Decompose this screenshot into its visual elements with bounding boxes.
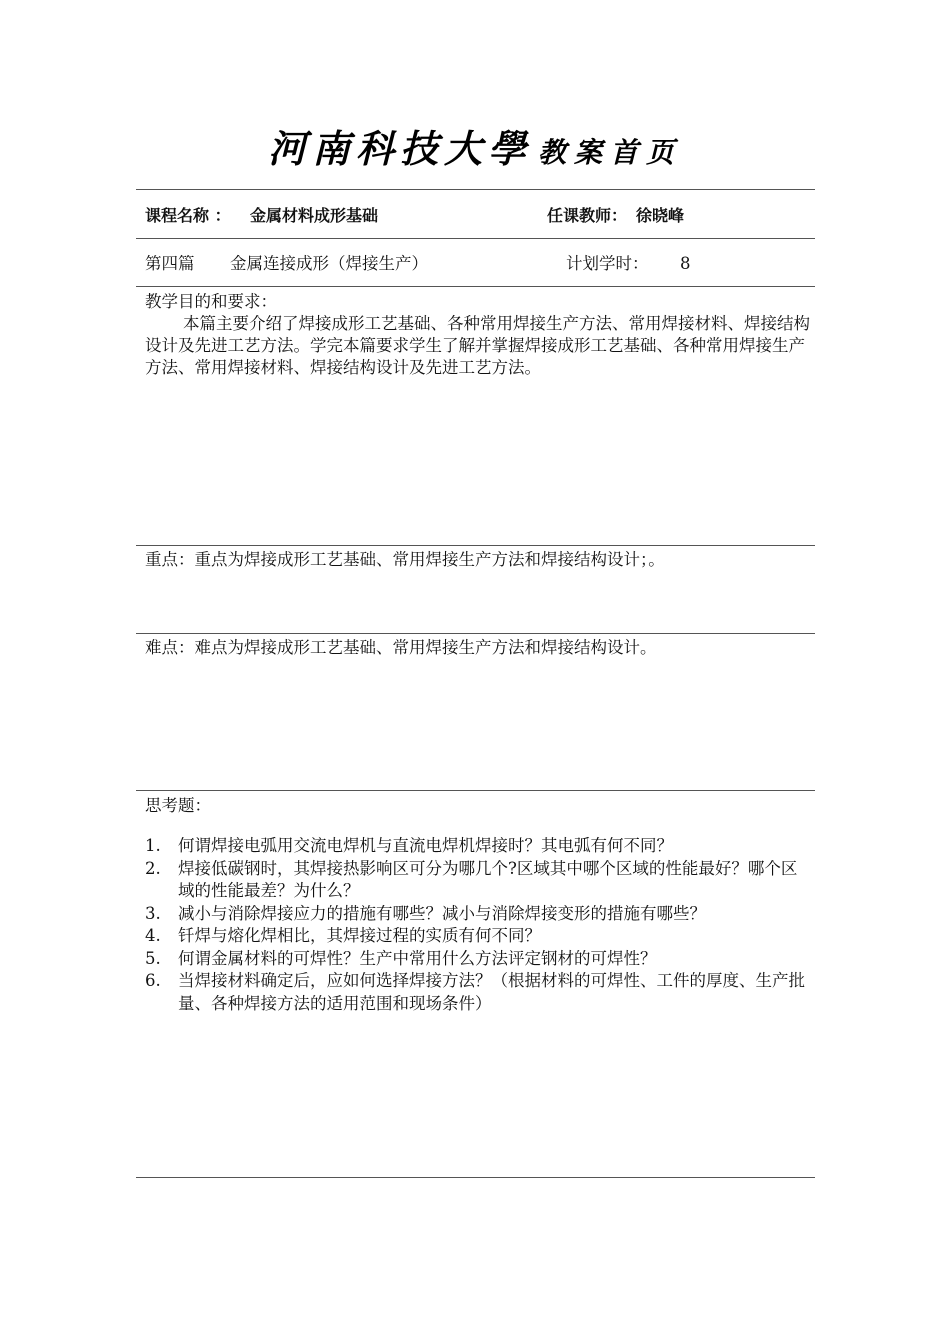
page-header-title	[0, 118, 950, 173]
planned-hours-label: 计划学时：	[566, 254, 649, 273]
divider-top	[136, 189, 815, 190]
divider-bottom	[136, 1177, 815, 1178]
objectives-label: 教学目的和要求：	[145, 292, 277, 311]
list-item	[145, 835, 810, 858]
divider-course	[136, 238, 815, 239]
question-number: 3.	[145, 903, 161, 923]
document-title: 教案首页	[538, 136, 683, 169]
divider-key-points	[136, 545, 815, 546]
key-points-text: 重点：重点为焊接成形工艺基础、常用焊接生产方法和焊接结构设计；。	[145, 550, 665, 569]
difficulties-text: 难点：难点为焊接成形工艺基础、常用焊接生产方法和焊接结构设计。	[145, 638, 657, 657]
question-text: 焊接低碳钢时，其焊接热影响区可分为哪几个?区域其中哪个区域的性能最好？哪个区域的性能最差？为什么？	[178, 858, 798, 900]
question-text: 钎焊与熔化焊相比，其焊接过程的实质有何不同？	[178, 926, 541, 945]
objectives-text: 本篇主要介绍了焊接成形工艺基础、各种常用焊接生产方法、常用焊接材料、焊接结构设计及先进工艺方法。学完本篇要求学生了解并掌握焊接成形工艺基础、各种常用焊接生产方法、常用焊接材料、焊接结构设计及先进工艺方法。	[145, 314, 810, 377]
question-number: 2.	[145, 858, 161, 878]
divider-chapter	[136, 286, 815, 287]
objectives-text-block	[145, 313, 810, 379]
question-number: 1.	[145, 836, 161, 855]
question-number: 4.	[145, 926, 161, 945]
question-text: 当焊接材料确定后，应如何选择焊接方法？（根据材料的可焊性、工件的厚度、生产批量、各种焊接方法的适用范围和现场条件）	[178, 971, 805, 1013]
teacher-label: 任课教师：	[547, 206, 628, 225]
course-name-value: 金属材料成形基础	[250, 206, 379, 225]
question-text: 何谓金属材料的可焊性？生产中常用什么方法评定钢材的可焊性？	[178, 948, 657, 968]
university-logo-text: 河南科技大學	[267, 126, 532, 171]
questions-list	[145, 835, 810, 1015]
list-item	[145, 925, 810, 948]
chapter-title: 金属连接成形（焊接生产）	[230, 254, 428, 273]
chapter-section: 第四篇	[145, 254, 195, 273]
question-number: 5.	[145, 948, 161, 968]
question-text: 减小与消除焊接应力的措施有哪些？减小与消除焊接变形的措施有哪些？	[178, 903, 706, 923]
course-name-label: 课程名称 ：	[145, 206, 231, 225]
questions-label: 思考题：	[145, 796, 211, 815]
divider-questions	[136, 790, 815, 791]
question-text: 何谓焊接电弧用交流电焊机与直流电焊机焊接时？其电弧有何不同？	[178, 836, 673, 855]
list-item	[145, 970, 810, 1015]
question-number: 6.	[145, 971, 161, 990]
divider-difficulties	[136, 633, 815, 634]
teacher-value: 徐晓峰	[636, 206, 685, 225]
list-item	[145, 948, 810, 971]
list-item	[145, 903, 810, 926]
list-item	[145, 858, 810, 903]
planned-hours-value: 8	[680, 254, 691, 273]
